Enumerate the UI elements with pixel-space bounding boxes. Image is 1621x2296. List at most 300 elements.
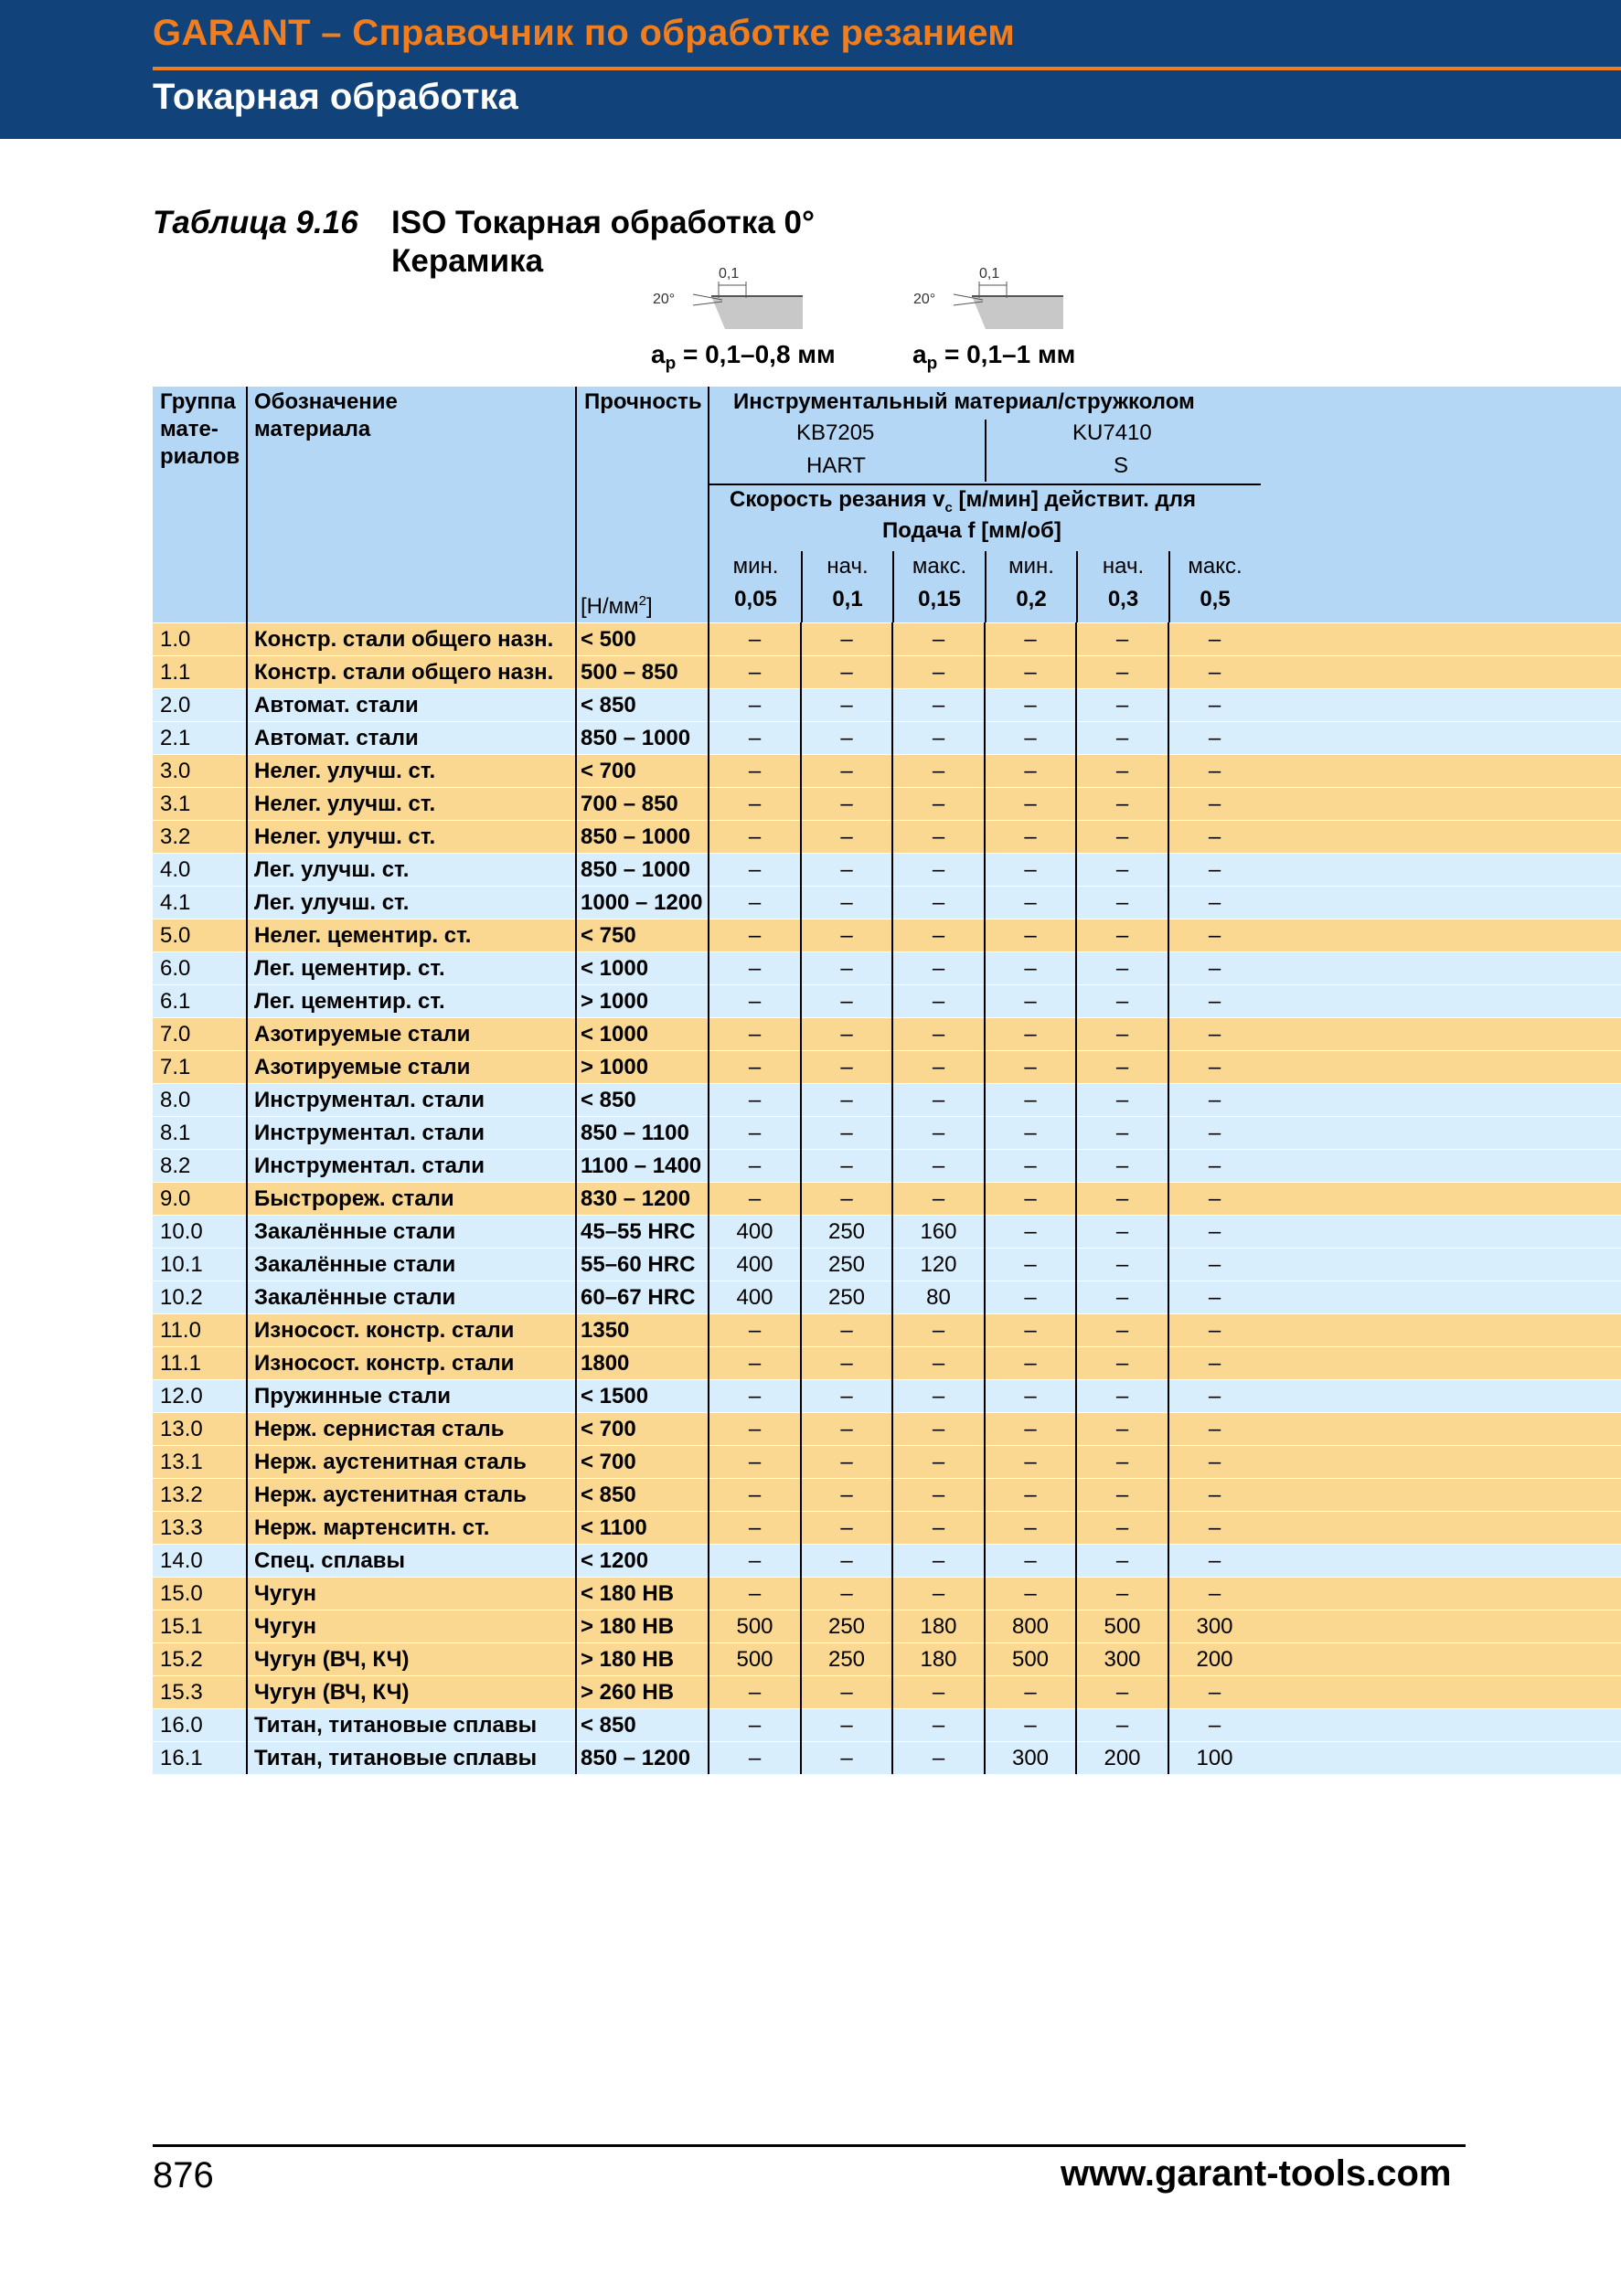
speed-value-cell: 250 <box>801 1610 892 1643</box>
strength-cell: > 180 HB <box>576 1643 709 1676</box>
table-row <box>153 1150 1621 1183</box>
speed-value-cell: – <box>709 1709 801 1742</box>
speed-value-cell: – <box>1168 1413 1260 1446</box>
speed-value-cell: – <box>801 623 892 656</box>
material-group-cell: 1.1 <box>153 656 247 689</box>
material-name-cell: Инструментал. стали <box>247 1084 576 1117</box>
speed-value-cell: – <box>1076 1446 1168 1479</box>
speed-value-cell: – <box>1168 985 1260 1018</box>
speed-value-cell: – <box>709 1413 801 1446</box>
strength-cell: < 850 <box>576 1479 709 1512</box>
speed-value-cell: – <box>801 1380 892 1413</box>
strength-cell: 830 – 1200 <box>576 1183 709 1216</box>
material-name-cell: Пружинные стали <box>247 1380 576 1413</box>
table-row <box>153 656 1621 689</box>
speed-value-cell: – <box>892 1150 985 1183</box>
strength-cell: 45–55 HRC <box>576 1216 709 1249</box>
strength-cell: 1800 <box>576 1347 709 1380</box>
speed-value-cell: – <box>1076 1117 1168 1150</box>
speed-value-cell: – <box>709 1446 801 1479</box>
material-group-cell: 10.0 <box>153 1216 247 1249</box>
speed-value-cell: – <box>801 1676 892 1709</box>
speed-value-cell: – <box>1168 1249 1260 1281</box>
material-name-cell: Азотируемые стали <box>247 1051 576 1084</box>
speed-value-cell: – <box>709 689 801 722</box>
material-name-cell: Быстрореж. стали <box>247 1183 576 1216</box>
speed-value-cell: – <box>1168 1578 1260 1610</box>
speed-value-cell: – <box>985 1545 1076 1578</box>
strength-cell: < 1500 <box>576 1380 709 1413</box>
table-row <box>153 854 1621 887</box>
feed-value-2: 0,15 <box>918 587 961 611</box>
feed-label-2: макс. <box>912 554 967 579</box>
speed-value-cell: – <box>709 755 801 788</box>
table-row <box>153 689 1621 722</box>
material-group-cell: 11.0 <box>153 1314 247 1347</box>
speed-value-cell: – <box>801 919 892 952</box>
strength-cell: 1100 – 1400 <box>576 1150 709 1183</box>
feed-label-3: мин. <box>1008 554 1054 579</box>
material-group-cell: 7.0 <box>153 1018 247 1051</box>
speed-value-cell: – <box>1168 854 1260 887</box>
speed-value-cell: – <box>801 985 892 1018</box>
row-tail <box>1260 788 1621 821</box>
speed-value-cell: – <box>709 919 801 952</box>
speed-value-cell: – <box>985 1051 1076 1084</box>
speed-value-cell: – <box>801 1545 892 1578</box>
grade-1: KB7205 <box>796 420 875 445</box>
table-row <box>153 952 1621 985</box>
material-name-cell: Нелег. улучш. ст. <box>247 755 576 788</box>
row-tail <box>1260 1545 1621 1578</box>
speed-value-cell: – <box>985 1150 1076 1183</box>
speed-value-cell: – <box>892 985 985 1018</box>
material-group-cell: 10.1 <box>153 1249 247 1281</box>
breaker-1: HART <box>806 453 866 478</box>
row-tail <box>1260 1479 1621 1512</box>
speed-value-cell: – <box>985 854 1076 887</box>
speed-value-cell: – <box>1076 1347 1168 1380</box>
speed-value-cell: – <box>1168 689 1260 722</box>
feed-label: Подача f [мм/об] <box>882 518 1061 543</box>
material-group-cell: 9.0 <box>153 1183 247 1216</box>
row-tail <box>1260 623 1621 656</box>
feed-label-0: мин. <box>732 554 779 579</box>
speed-value-cell: – <box>892 1479 985 1512</box>
material-name-cell: Нелег. улучш. ст. <box>247 788 576 821</box>
speed-value-cell: – <box>1076 1216 1168 1249</box>
speed-value-cell: – <box>709 1512 801 1545</box>
header-material: Обозначение материала <box>247 387 576 623</box>
speed-value-cell: – <box>1076 656 1168 689</box>
speed-value-cell: 80 <box>892 1281 985 1314</box>
table-row <box>153 1051 1621 1084</box>
material-group-cell: 8.1 <box>153 1117 247 1150</box>
table-row <box>153 1084 1621 1117</box>
speed-value-cell: – <box>985 1183 1076 1216</box>
material-name-cell: Нерж. аустенитная сталь <box>247 1446 576 1479</box>
strength-cell: < 700 <box>576 1446 709 1479</box>
speed-value-cell: – <box>892 656 985 689</box>
table-row <box>153 788 1621 821</box>
row-tail <box>1260 1084 1621 1117</box>
feed-value-5: 0,5 <box>1200 587 1231 611</box>
table-row <box>153 1216 1621 1249</box>
speed-value-cell: – <box>1076 821 1168 854</box>
speed-value-cell: 250 <box>801 1249 892 1281</box>
speed-value-cell: – <box>985 788 1076 821</box>
row-tail <box>1260 1380 1621 1413</box>
table-row <box>153 821 1621 854</box>
speed-value-cell: – <box>892 1380 985 1413</box>
speed-value-cell: 100 <box>1168 1742 1260 1775</box>
speed-value-cell: – <box>1076 1512 1168 1545</box>
speed-value-cell: – <box>892 1314 985 1347</box>
material-name-cell: Чугун (ВЧ, КЧ) <box>247 1643 576 1676</box>
speed-value-cell: 300 <box>1168 1610 1260 1643</box>
speed-value-cell: – <box>801 1709 892 1742</box>
page-header <box>0 0 1621 139</box>
speed-value-cell: – <box>801 1150 892 1183</box>
speed-value-cell: – <box>1076 1314 1168 1347</box>
depth-of-cut-2: $a_p = 0,1-1$ мм <box>912 340 1076 374</box>
speed-value-cell: – <box>1168 1479 1260 1512</box>
speed-value-cell: – <box>1168 722 1260 755</box>
speed-value-cell: – <box>1076 1413 1168 1446</box>
speed-value-cell: – <box>709 656 801 689</box>
table-row <box>153 887 1621 919</box>
brand-title: GARANT – Справочник по обработке резанием <box>153 13 1016 53</box>
speed-value-cell: – <box>801 1051 892 1084</box>
material-group-cell: 15.0 <box>153 1578 247 1610</box>
row-tail <box>1260 755 1621 788</box>
speed-value-cell: – <box>892 788 985 821</box>
sketch-2-width: 0,1 <box>979 266 1000 282</box>
speed-value-cell: – <box>1076 1051 1168 1084</box>
material-name-cell: Инструментал. стали <box>247 1117 576 1150</box>
row-tail <box>1260 1051 1621 1084</box>
speed-value-cell: – <box>892 1446 985 1479</box>
speed-value-cell: – <box>709 1018 801 1051</box>
speed-value-cell: – <box>801 1512 892 1545</box>
row-tail <box>1260 1347 1621 1380</box>
strength-cell: 850 – 1000 <box>576 722 709 755</box>
material-group-cell: 15.2 <box>153 1643 247 1676</box>
speed-value-cell: – <box>1168 1216 1260 1249</box>
material-name-cell: Инструментал. стали <box>247 1150 576 1183</box>
strength-cell: 500 – 850 <box>576 656 709 689</box>
table-row <box>153 1709 1621 1742</box>
speed-value-cell: – <box>1076 689 1168 722</box>
speed-value-cell: – <box>801 1742 892 1775</box>
speed-value-cell: – <box>801 821 892 854</box>
speed-value-cell: – <box>1168 1347 1260 1380</box>
website-link[interactable]: www.garant-tools.com <box>1061 2153 1452 2194</box>
speed-value-cell: – <box>801 656 892 689</box>
strength-cell: < 1200 <box>576 1545 709 1578</box>
speed-value-cell: – <box>892 623 985 656</box>
row-tail <box>1260 919 1621 952</box>
row-tail <box>1260 1413 1621 1446</box>
speed-value-cell: – <box>1168 1084 1260 1117</box>
row-tail <box>1260 1314 1621 1347</box>
material-group-cell: 13.2 <box>153 1479 247 1512</box>
strength-cell: < 850 <box>576 1709 709 1742</box>
speed-value-cell: – <box>801 1183 892 1216</box>
material-group-cell: 12.0 <box>153 1380 247 1413</box>
speed-value-cell: – <box>892 755 985 788</box>
material-group-cell: 13.0 <box>153 1413 247 1446</box>
speed-value-cell: 500 <box>709 1610 801 1643</box>
speed-value-cell: – <box>709 788 801 821</box>
feed-value-0: 0,05 <box>734 587 777 611</box>
material-name-cell: Чугун (ВЧ, КЧ) <box>247 1676 576 1709</box>
speed-value-cell: – <box>985 1413 1076 1446</box>
speed-value-cell: – <box>709 722 801 755</box>
speed-value-cell: – <box>985 887 1076 919</box>
speed-value-cell: – <box>1076 919 1168 952</box>
speed-value-cell: – <box>801 1479 892 1512</box>
page-number: 876 <box>153 2155 214 2195</box>
strength-cell: 850 – 1200 <box>576 1742 709 1775</box>
speed-value-cell: – <box>1076 854 1168 887</box>
material-group-cell: 6.0 <box>153 952 247 985</box>
strength-cell: < 700 <box>576 755 709 788</box>
speed-value-cell: – <box>709 1314 801 1347</box>
table-row <box>153 1281 1621 1314</box>
feed-label-4: нач. <box>1102 554 1145 579</box>
speed-value-cell: – <box>1076 1479 1168 1512</box>
speed-value-cell: – <box>801 887 892 919</box>
material-group-cell: 3.2 <box>153 821 247 854</box>
speed-value-cell: 500 <box>985 1643 1076 1676</box>
speed-value-cell: – <box>709 1051 801 1084</box>
speed-value-cell: – <box>985 1347 1076 1380</box>
speed-value-cell: – <box>709 623 801 656</box>
speed-value-cell: – <box>801 689 892 722</box>
speed-value-cell: 500 <box>1076 1610 1168 1643</box>
insert-sketch-1-icon <box>647 258 812 331</box>
speed-value-cell: – <box>801 1347 892 1380</box>
material-name-cell: Автомат. стали <box>247 722 576 755</box>
speed-value-cell: – <box>801 1578 892 1610</box>
speed-value-cell: 250 <box>801 1216 892 1249</box>
row-tail <box>1260 1249 1621 1281</box>
row-tail <box>1260 1183 1621 1216</box>
speed-value-cell: – <box>892 1084 985 1117</box>
material-group-cell: 16.1 <box>153 1742 247 1775</box>
speed-value-cell: 400 <box>709 1281 801 1314</box>
table-row <box>153 1380 1621 1413</box>
material-name-cell: Нерж. аустенитная сталь <box>247 1479 576 1512</box>
speed-value-cell: – <box>1168 1512 1260 1545</box>
speed-value-cell: – <box>892 1413 985 1446</box>
speed-label: Скорость резания $v_c$ [м/мин] действит. для <box>730 487 1196 516</box>
strength-cell: > 1000 <box>576 985 709 1018</box>
table-row <box>153 1676 1621 1709</box>
material-name-cell: Титан, титановые сплавы <box>247 1742 576 1775</box>
speed-value-cell: – <box>1076 1676 1168 1709</box>
breaker-2: S <box>1114 453 1129 478</box>
speed-value-cell: – <box>985 1512 1076 1545</box>
speed-value-cell: – <box>801 952 892 985</box>
speed-value-cell: – <box>1168 755 1260 788</box>
speed-value-cell: – <box>801 1084 892 1117</box>
table-row <box>153 1578 1621 1610</box>
speed-value-cell: – <box>985 1676 1076 1709</box>
depth-of-cut-1: $a_p = 0,1-0,8$ мм <box>651 340 836 374</box>
feed-label-1: нач. <box>826 554 869 579</box>
speed-value-cell: – <box>985 623 1076 656</box>
speed-value-cell: – <box>1168 1446 1260 1479</box>
table-row <box>153 1545 1621 1578</box>
speed-value-cell: – <box>985 1709 1076 1742</box>
section-title: Токарная обработка <box>153 77 518 117</box>
speed-value-cell: – <box>709 1117 801 1150</box>
strength-unit: $[Н/мм^2]$ <box>581 593 653 619</box>
speed-value-cell: – <box>709 1347 801 1380</box>
speed-value-cell: – <box>1076 1709 1168 1742</box>
row-tail <box>1260 1281 1621 1314</box>
material-group-cell: 7.1 <box>153 1051 247 1084</box>
speed-value-cell: – <box>985 1216 1076 1249</box>
material-name-cell: Нелег. цементир. ст. <box>247 919 576 952</box>
material-group-cell: 15.3 <box>153 1676 247 1709</box>
row-tail <box>1260 1676 1621 1709</box>
strength-cell: > 260 HB <box>576 1676 709 1709</box>
strength-cell: < 1000 <box>576 1018 709 1051</box>
speed-value-cell: – <box>985 1479 1076 1512</box>
material-group-cell: 4.1 <box>153 887 247 919</box>
material-name-cell: Констр. стали общего назн. <box>247 623 576 656</box>
speed-value-cell: – <box>892 919 985 952</box>
material-group-cell: 13.1 <box>153 1446 247 1479</box>
feed-value-1: 0,1 <box>832 587 863 611</box>
table-row <box>153 1183 1621 1216</box>
material-name-cell: Лег. цементир. ст. <box>247 952 576 985</box>
cutting-data-table <box>153 387 1621 1774</box>
speed-value-cell: – <box>801 722 892 755</box>
table-row <box>153 1347 1621 1380</box>
material-group-cell: 16.0 <box>153 1709 247 1742</box>
table-row <box>153 1610 1621 1643</box>
strength-cell: 850 – 1100 <box>576 1117 709 1150</box>
speed-value-cell: – <box>892 1578 985 1610</box>
header-strength: Прочность $[Н/мм^2]$ <box>576 387 709 623</box>
speed-value-cell: – <box>985 1314 1076 1347</box>
speed-value-cell: – <box>892 821 985 854</box>
table-row <box>153 1512 1621 1545</box>
sketch-1-angle: 20° <box>653 292 676 307</box>
strength-cell: 700 – 850 <box>576 788 709 821</box>
speed-value-cell: – <box>709 1578 801 1610</box>
material-group-cell: 2.0 <box>153 689 247 722</box>
table-row <box>153 755 1621 788</box>
speed-value-cell: – <box>1076 1018 1168 1051</box>
table-subtitle: Керамика <box>391 243 544 279</box>
speed-value-cell: – <box>1168 821 1260 854</box>
strength-cell: < 700 <box>576 1413 709 1446</box>
material-group-cell: 11.1 <box>153 1347 247 1380</box>
speed-value-cell: 200 <box>1168 1643 1260 1676</box>
speed-value-cell: – <box>1076 1578 1168 1610</box>
speed-value-cell: – <box>1076 1281 1168 1314</box>
speed-value-cell: 400 <box>709 1249 801 1281</box>
speed-value-cell: 180 <box>892 1643 985 1676</box>
speed-value-cell: – <box>1076 1380 1168 1413</box>
row-tail <box>1260 952 1621 985</box>
material-name-cell: Лег. цементир. ст. <box>247 985 576 1018</box>
strength-cell: 850 – 1000 <box>576 821 709 854</box>
row-tail <box>1260 656 1621 689</box>
table-row <box>153 1018 1621 1051</box>
material-name-cell: Чугун <box>247 1610 576 1643</box>
speed-value-cell: – <box>892 722 985 755</box>
row-tail <box>1260 1446 1621 1479</box>
strength-cell: < 1100 <box>576 1512 709 1545</box>
material-name-cell: Закалённые стали <box>247 1281 576 1314</box>
material-name-cell: Нерж. сернистая сталь <box>247 1413 576 1446</box>
row-tail <box>1260 722 1621 755</box>
material-group-cell: 14.0 <box>153 1545 247 1578</box>
speed-value-cell: – <box>709 1545 801 1578</box>
table-row <box>153 1742 1621 1775</box>
speed-value-cell: – <box>1168 656 1260 689</box>
speed-value-cell: – <box>892 1512 985 1545</box>
speed-value-cell: – <box>985 1249 1076 1281</box>
speed-value-cell: – <box>985 656 1076 689</box>
speed-value-cell: – <box>709 1150 801 1183</box>
speed-value-cell: – <box>892 1709 985 1742</box>
material-group-cell: 10.2 <box>153 1281 247 1314</box>
speed-value-cell: 300 <box>1076 1643 1168 1676</box>
speed-value-cell: – <box>1076 788 1168 821</box>
speed-value-cell: – <box>1168 1183 1260 1216</box>
sketch-2-angle: 20° <box>913 292 936 307</box>
speed-value-cell: – <box>892 887 985 919</box>
table-row <box>153 623 1621 656</box>
material-group-cell: 1.0 <box>153 623 247 656</box>
speed-value-cell: – <box>1076 1183 1168 1216</box>
material-name-cell: Закалённые стали <box>247 1249 576 1281</box>
table-row <box>153 1446 1621 1479</box>
speed-value-cell: – <box>1168 1380 1260 1413</box>
material-name-cell: Закалённые стали <box>247 1216 576 1249</box>
speed-value-cell: – <box>985 985 1076 1018</box>
speed-value-cell: – <box>1168 1709 1260 1742</box>
speed-value-cell: 180 <box>892 1610 985 1643</box>
table-header-row <box>153 387 1621 623</box>
material-name-cell: Лег. улучш. ст. <box>247 887 576 919</box>
speed-value-cell: – <box>892 952 985 985</box>
table-row <box>153 1413 1621 1446</box>
strength-cell: 60–67 HRC <box>576 1281 709 1314</box>
speed-value-cell: – <box>985 722 1076 755</box>
speed-value-cell: – <box>709 1676 801 1709</box>
speed-value-cell: – <box>709 985 801 1018</box>
header-tool-block <box>709 387 1621 623</box>
speed-value-cell: – <box>892 854 985 887</box>
speed-value-cell: – <box>1168 887 1260 919</box>
speed-value-cell: 250 <box>801 1281 892 1314</box>
table-row <box>153 919 1621 952</box>
speed-value-cell: 250 <box>801 1643 892 1676</box>
speed-value-cell: – <box>892 1347 985 1380</box>
speed-value-cell: – <box>801 1018 892 1051</box>
speed-value-cell: – <box>1168 1281 1260 1314</box>
speed-value-cell: – <box>801 854 892 887</box>
speed-value-cell: – <box>892 1117 985 1150</box>
